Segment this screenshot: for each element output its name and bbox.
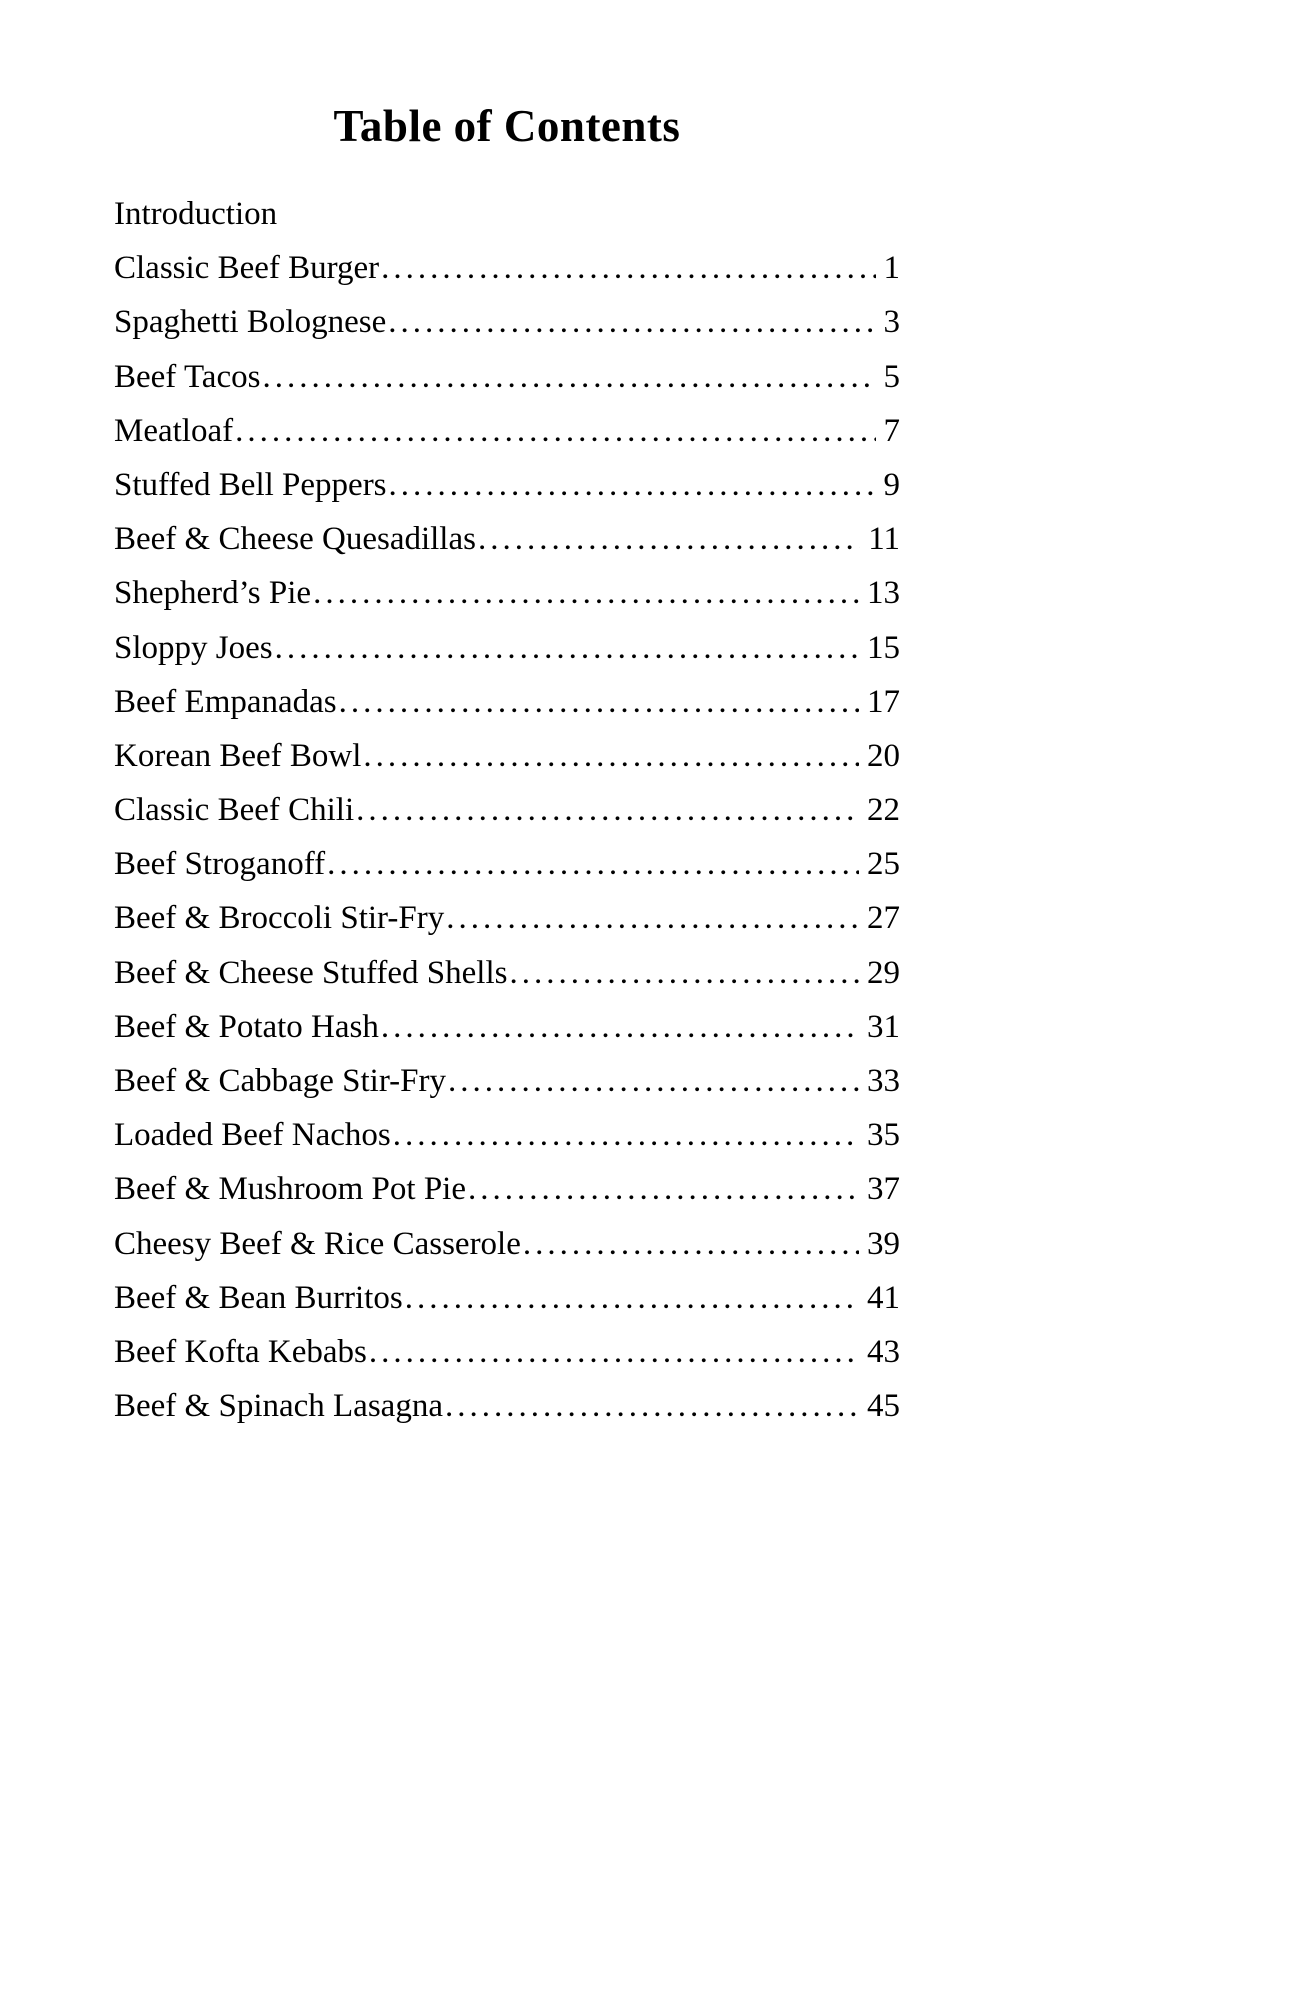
toc-entry-page: 7 — [883, 412, 900, 449]
toc-entry — [114, 467, 900, 521]
toc-leader-dots — [327, 846, 859, 883]
toc-entry-label: Sloppy Joes — [114, 629, 273, 666]
toc-content — [114, 0, 900, 1442]
toc-entry-label: Shepherd’s Pie — [114, 575, 312, 612]
toc-entry-label: Classic Beef Burger — [114, 250, 380, 287]
toc-leader-dots — [369, 1334, 859, 1371]
toc-entry-page: 39 — [867, 1225, 900, 1262]
toc-entry — [114, 738, 900, 792]
toc-leader-dots — [448, 1063, 859, 1100]
toc-leader-dots — [393, 1117, 859, 1154]
toc-entry-label: Meatloaf — [114, 412, 234, 449]
toc-leader-dots — [262, 359, 875, 396]
toc-leader-dots — [339, 684, 859, 721]
toc-entry — [114, 575, 900, 629]
toc-entry-page: 11 — [868, 521, 900, 558]
toc-entry — [114, 1226, 900, 1280]
toc-entry — [114, 900, 900, 954]
toc-leader-dots — [446, 900, 859, 937]
toc-entry — [114, 521, 900, 575]
toc-entry-label: Spaghetti Bolognese — [114, 304, 387, 341]
toc-entry-label: Loaded Beef Nachos — [114, 1117, 391, 1154]
toc-entry-label: Beef & Bean Burritos — [114, 1279, 403, 1316]
toc-leader-dots — [235, 413, 875, 450]
toc-leader-dots — [356, 792, 859, 829]
toc-entry-page: 17 — [867, 683, 900, 720]
toc-entry-label: Introduction — [114, 196, 278, 232]
toc-entry-label: Classic Beef Chili — [114, 792, 355, 829]
toc-entry-page: 43 — [867, 1333, 900, 1370]
toc-entry-page: 45 — [867, 1388, 900, 1425]
toc-entry-page: 35 — [867, 1117, 900, 1154]
toc-entry-page: 41 — [867, 1279, 900, 1316]
toc-entry-page: 37 — [867, 1171, 900, 1208]
toc-entry — [114, 792, 900, 846]
toc-leader-dots — [313, 575, 859, 612]
toc-entry — [114, 196, 900, 250]
toc-entry — [114, 1063, 900, 1117]
toc-leader-dots — [405, 1280, 859, 1317]
toc-entry-page: 20 — [867, 737, 900, 774]
toc-leader-dots — [523, 1226, 859, 1263]
toc-entry — [114, 684, 900, 738]
toc-entry-label: Stuffed Bell Peppers — [114, 466, 387, 503]
toc-entry-label: Beef Empanadas — [114, 683, 337, 720]
toc-entry-label: Beef & Cheese Quesadillas — [114, 521, 476, 558]
toc-entry — [114, 1388, 900, 1442]
toc-entry-label: Beef & Mushroom Pot Pie — [114, 1171, 466, 1208]
toc-entry-page: 1 — [883, 250, 900, 287]
toc-entry-label: Beef Tacos — [114, 358, 261, 395]
toc-entry — [114, 1117, 900, 1171]
toc-leader-dots — [381, 250, 875, 287]
toc-entry-page: 13 — [867, 575, 900, 612]
toc-entry-label: Beef Stroganoff — [114, 846, 326, 883]
toc-entry-page: 31 — [867, 1008, 900, 1045]
toc-entry-label: Beef & Spinach Lasagna — [114, 1388, 443, 1425]
toc-entry-label: Beef & Broccoli Stir-Fry — [114, 900, 445, 937]
toc-leader-dots — [445, 1388, 859, 1425]
toc-entry-page: 5 — [883, 358, 900, 395]
toc-entry-page: 22 — [867, 792, 900, 829]
toc-leader-dots — [468, 1171, 859, 1208]
toc-entry — [114, 846, 900, 900]
toc-entry — [114, 955, 900, 1009]
toc-entry-page: 29 — [867, 954, 900, 991]
toc-entry-page: 27 — [867, 900, 900, 937]
toc-entry-page: 3 — [883, 304, 900, 341]
toc-entry-label: Beef & Cabbage Stir-Fry — [114, 1063, 447, 1099]
toc-leader-dots — [388, 304, 875, 341]
toc-entry-label: Beef Kofta Kebabs — [114, 1333, 367, 1370]
toc-entry — [114, 630, 900, 684]
toc-entry-page: 33 — [867, 1063, 900, 1099]
toc-entry — [114, 304, 900, 358]
toc-leader-dots — [381, 1009, 859, 1046]
page-title: Table of Contents — [333, 101, 681, 151]
toc-entry-page: 25 — [867, 846, 900, 883]
toc-leader-dots — [510, 955, 860, 992]
toc-list — [114, 196, 900, 1442]
toc-entry — [114, 1334, 900, 1388]
toc-entry — [114, 250, 900, 304]
toc-entry — [114, 1280, 900, 1334]
toc-entry-label: Beef & Cheese Stuffed Shells — [114, 954, 508, 991]
toc-entry-label: Korean Beef Bowl — [114, 737, 362, 774]
toc-leader-dots — [363, 738, 859, 775]
toc-entry — [114, 359, 900, 413]
toc-entry-label: Beef & Potato Hash — [114, 1008, 379, 1045]
toc-entry-page: 9 — [883, 466, 900, 503]
toc-entry — [114, 413, 900, 467]
toc-entry-page: 15 — [867, 629, 900, 666]
toc-leader-dots — [478, 521, 860, 558]
toc-entry-label: Cheesy Beef & Rice Casserole — [114, 1225, 521, 1262]
toc-leader-dots — [275, 630, 859, 667]
toc-entry — [114, 1171, 900, 1225]
toc-leader-dots — [389, 467, 876, 504]
toc-entry — [114, 1009, 900, 1063]
